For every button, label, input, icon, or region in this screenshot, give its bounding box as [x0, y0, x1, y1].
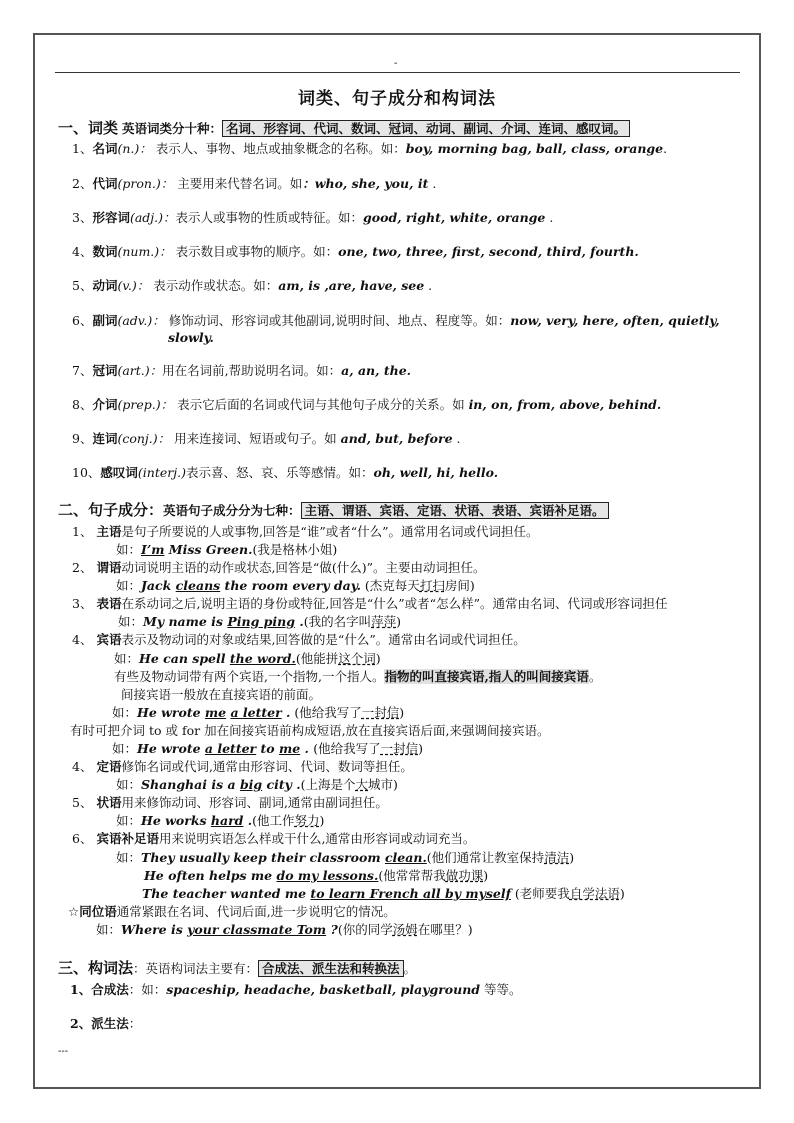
word-class-item-3: 3、形容词(adj.)：表示人或事物的性质或特征。如：good, right, white, orange .	[72, 210, 554, 225]
object-note-3: 有时可把介词 to 或 for 加在间接宾语前构成短语,放在直接宾语后面,来强调间接宾语。	[70, 723, 550, 738]
attribute-example: 如：Shanghai is a big city .(上海是个大城市)	[116, 777, 398, 792]
word-class-item-6: 6、副词(adv.)： 修饰动词、形容词或其他副词,说明时间、地点、程度等。如：now, very, here, often, quietly,	[72, 313, 720, 328]
section1-heading: 一、词类	[58, 119, 119, 137]
appositive-example: 如：Where is your classmate Tom ?(你的同学汤姆在哪里？)	[96, 922, 473, 937]
word-formation-item-2: 2、派生法：	[70, 1016, 142, 1031]
section3-heading: 三、构词法	[58, 959, 134, 977]
component-attribute: 4、 定语修饰名词或代词,通常由形容词、代词、数词等担任。	[72, 759, 413, 774]
section3-boxed-list: 合成法、派生法和转换法	[258, 960, 404, 977]
component-adverbial: 5、 状语用来修饰动词、形容词、副词,通常由副词担任。	[72, 795, 388, 810]
word-class-item-6-cont: slowly.	[168, 330, 214, 345]
word-class-item-9: 9、连词(conj.)： 用来连接词、短语或句子。如 and, but, before .	[72, 431, 461, 446]
section2-boxed-list: 主语、谓语、宾语、定语、状语、表语、宾语补足语。	[301, 502, 609, 519]
component-predicative: 3、 表语在系动词之后,说明主语的身份或特征,回答是“什么”或者“怎么样”。通常由名词、代词或形容词担任	[72, 596, 668, 611]
section2-heading: 二、句子成分：	[58, 501, 164, 519]
component-appositive: ☆同位语通常紧跟在名词、代词后面,进一步说明它的情况。	[68, 904, 396, 919]
word-class-item-1: 1、名词(n.)： 表示人、事物、地点或抽象概念的名称。如：boy, morning bag, ball, class, orange.	[72, 141, 668, 156]
object-example-3: 如：He wrote a letter to me . (他给我写了一封信)	[112, 741, 424, 756]
footer-mark: ---	[58, 1046, 69, 1057]
component-object-complement: 6、 宾语补足语用来说明宾语怎么样或干什么,通常由形容词或动词充当。	[72, 831, 476, 846]
word-class-item-2: 2、代词(pron.)： 主要用来代替名词。如：who, she, you, it .	[72, 176, 437, 191]
word-class-item-4: 4、数词(num.)： 表示数目或事物的顺序。如：one, two, three, first, second, third, fourth.	[72, 244, 639, 259]
word-class-item-8: 8、介词(prep.)： 表示它后面的名词或代词与其他句子成分的关系。如 in, on, from, above, behind.	[72, 397, 662, 412]
complement-example-2: He often helps me do my lessons.(他常常帮我做功课)	[144, 868, 489, 883]
page-title: 词类、句子成分和构词法	[298, 89, 496, 109]
component-subject: 1、 主语是句子所要说的人或事物,回答是“谁”或者“什么”。通常用名词或代词担任。	[72, 524, 539, 539]
predicative-example: 如：My name is Ping ping .(我的名字叫萍萍)	[118, 614, 401, 629]
subject-example: 如：I’m Miss Green.(我是格林小姐)	[116, 542, 338, 557]
complement-example-1: 如：They usually keep their classroom clean.(他们通常让教室保持清洁)	[116, 850, 575, 865]
predicate-example: 如：Jack cleans the room every day. (杰克每天打扫房间)	[116, 578, 475, 593]
object-example-1: 如：He can spell the word.(他能拼这个词)	[114, 651, 381, 666]
section1-boxed-list: 名词、形容词、代词、数词、冠词、动词、副词、介词、连词、感叹词。	[222, 120, 630, 137]
word-formation-item-1: 1、合成法：如：spaceship, headache, basketball, playground 等等。	[70, 982, 522, 997]
word-class-item-10: 10、感叹词(interj.)表示喜、怒、哀、乐等感情。如：oh, well, hi, hello.	[72, 465, 499, 480]
section1-heading-line	[58, 120, 630, 137]
header-mark: -	[394, 58, 398, 69]
component-predicate: 2、 谓语动词说明主语的动作或状态,回答是“做(什么)”。主要由动词担任。	[72, 560, 486, 575]
adverbial-example: 如：He works hard .(他工作努力)	[116, 813, 325, 828]
section3-intro: ：英语构词法主要有：	[133, 961, 259, 976]
section2-heading-line	[58, 502, 609, 519]
section2-intro: 英语句子成分分为七种：	[163, 503, 301, 518]
section1-intro: 英语词类分十种：	[122, 121, 223, 136]
object-example-2: 如：He wrote me a letter . (他给我写了一封信)	[112, 705, 405, 720]
word-class-item-5: 5、动词(v.)： 表示动作或状态。如：am, is ,are, have, see .	[72, 278, 433, 293]
header-rule	[55, 72, 740, 73]
component-object: 4、 宾语表示及物动词的对象或结果,回答做的是“什么”。通常由名词或代词担任。	[72, 632, 526, 647]
object-note-2: 间接宾语一般放在直接宾语的前面。	[121, 687, 322, 702]
word-class-item-7: 7、冠词(art.)：用在名词前,帮助说明名词。如：a, an, the.	[72, 363, 412, 378]
section3-heading-line: 三、构词法：英语构词法主要有： 合成法、派生法和转换法 。	[58, 959, 417, 977]
object-note-1: 有些及物动词带有两个宾语,一个指物,一个指人。指物的叫直接宾语,指人的叫间接宾语。	[114, 669, 602, 684]
complement-example-3: The teacher wanted me to learn French all by myself (老师要我自学法语)	[142, 886, 625, 901]
